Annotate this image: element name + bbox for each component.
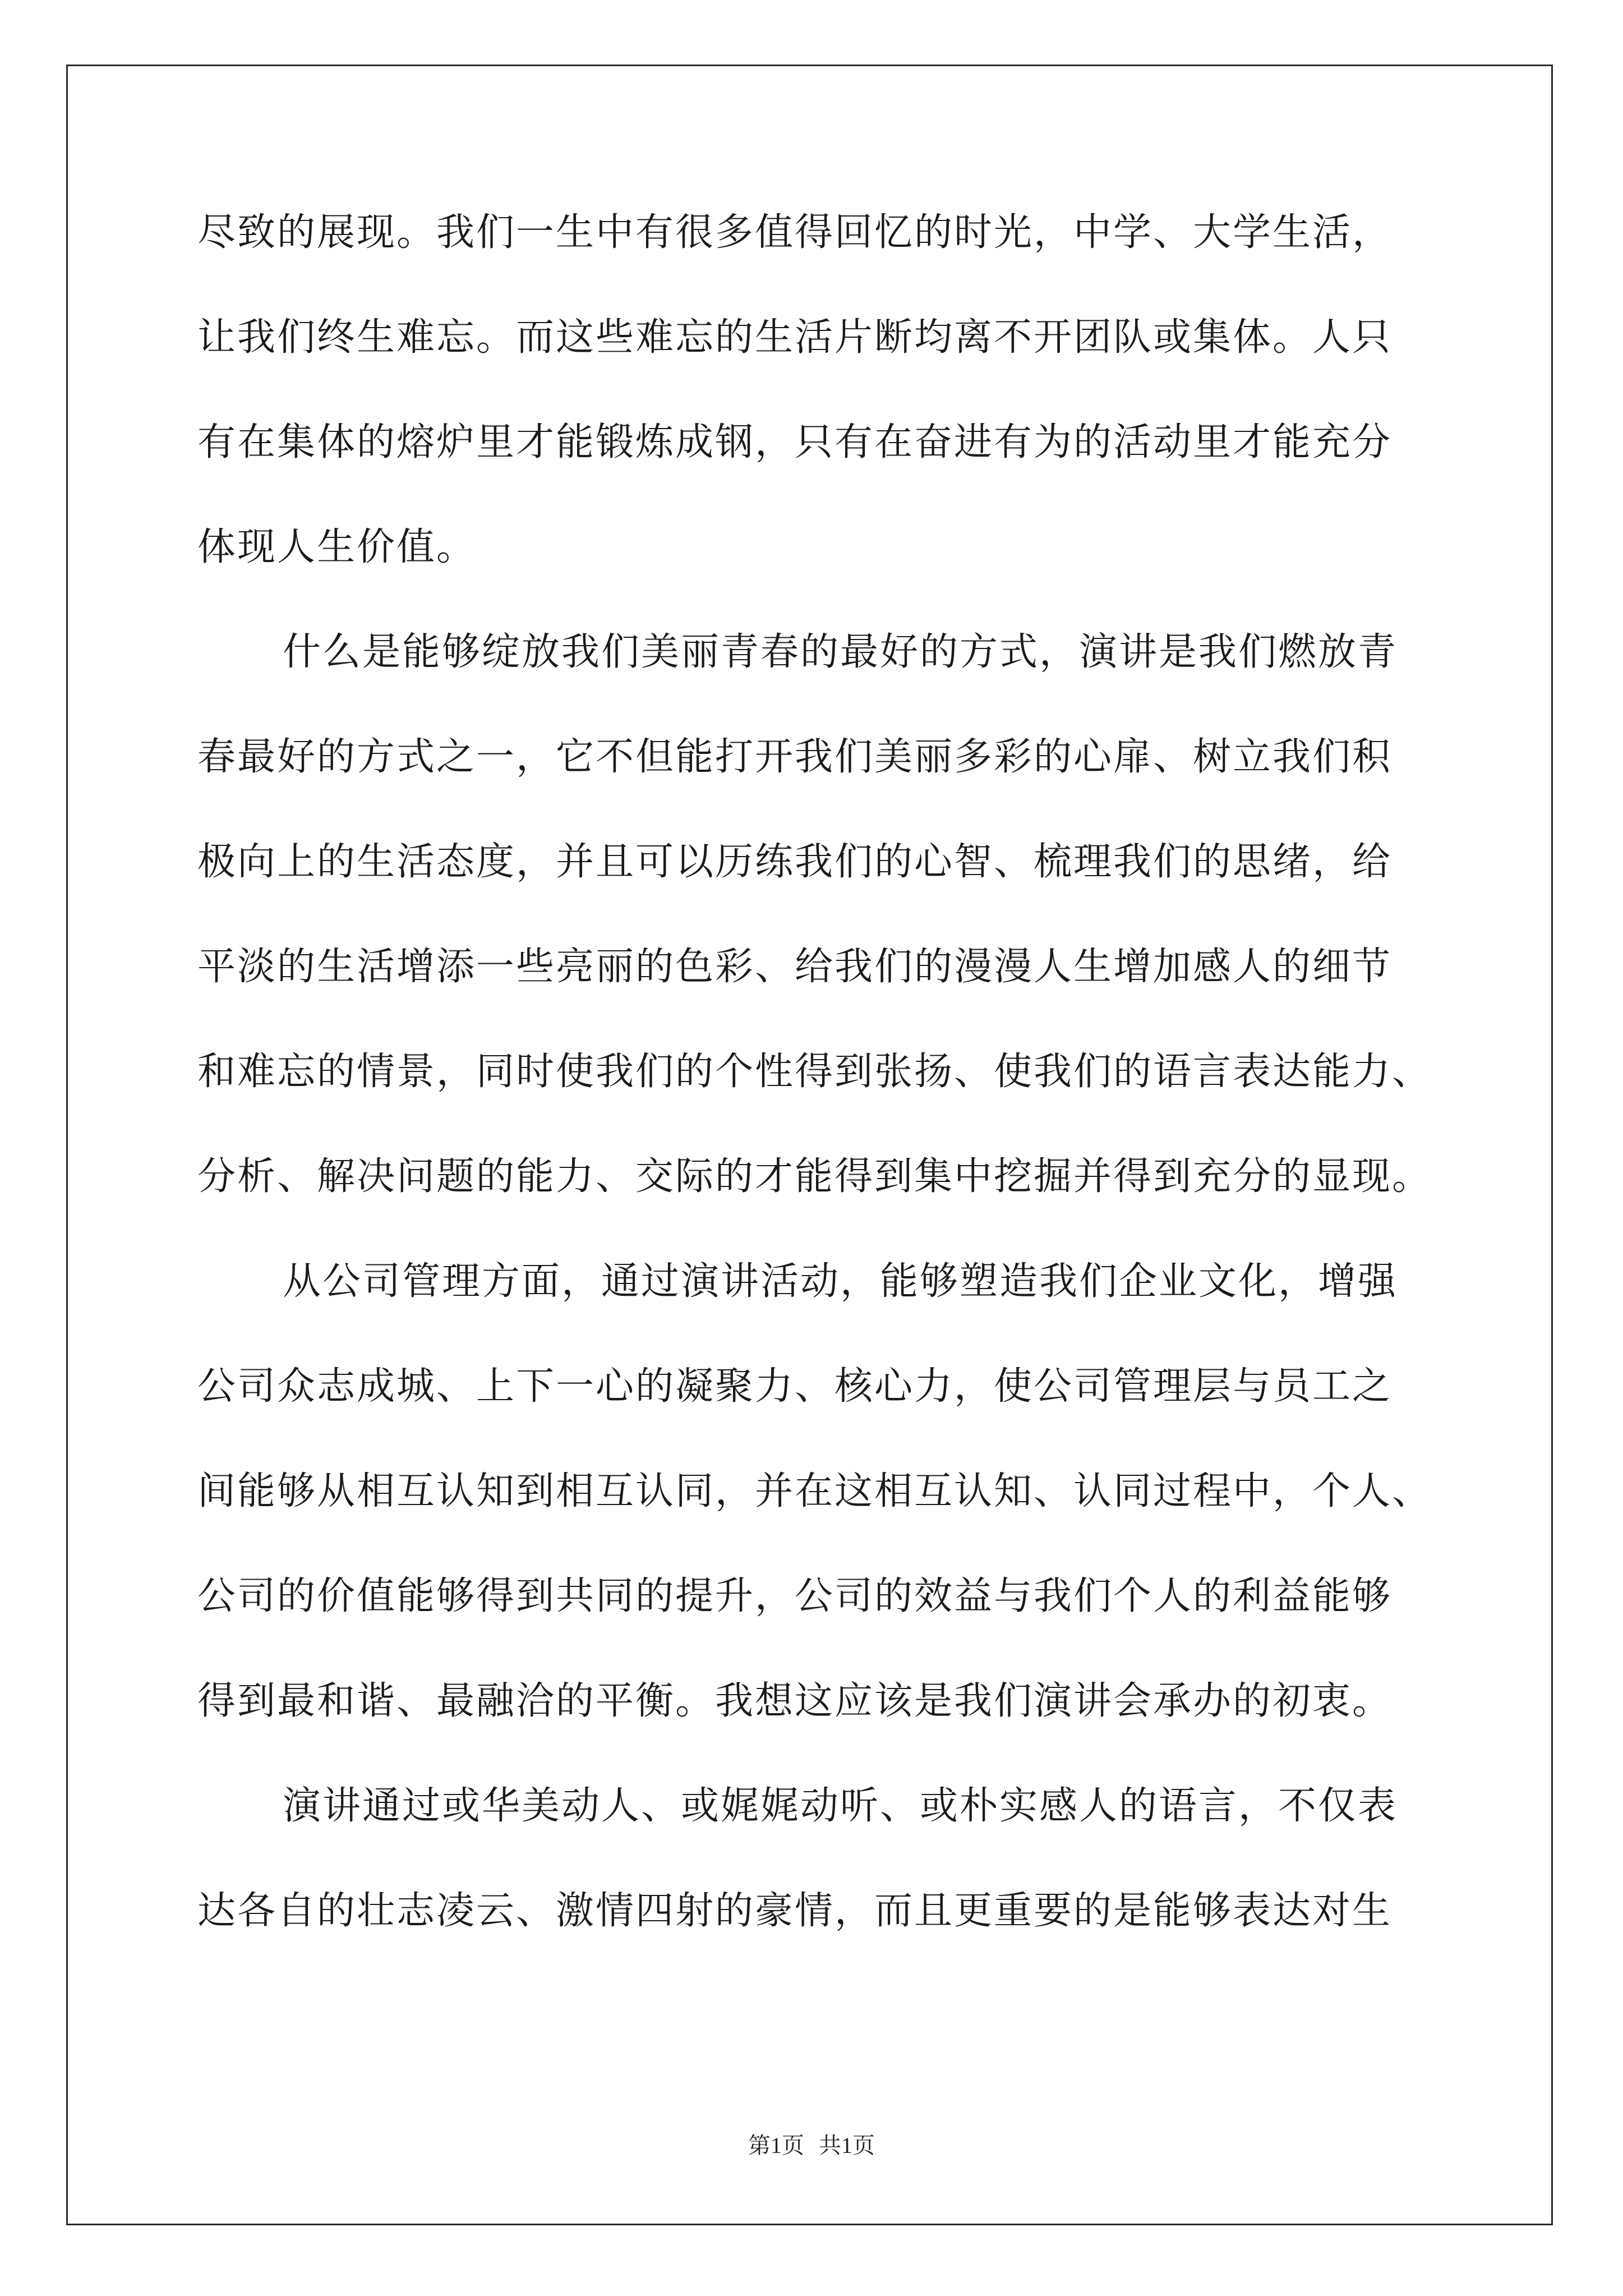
text-line: 从公司管理方面，通过演讲活动，能够塑造我们企业文化，增强	[283, 1259, 1398, 1304]
text-line: 分析、解决问题的能力、交际的才能得到集中挖掘并得到充分的显现。	[197, 1154, 1432, 1199]
page-total: 共1页	[819, 2133, 875, 2158]
text-line: 什么是能够绽放我们美丽青春的最好的方式，演讲是我们燃放青	[283, 630, 1398, 674]
text-line: 公司的价值能够得到共同的提升，公司的效益与我们个人的利益能够	[197, 1574, 1393, 1618]
text-line: 达各自的壮志凌云、激情四射的豪情，而且更重要的是能够表达对生	[197, 1889, 1393, 1933]
text-line: 公司众志成城、上下一心的凝聚力、核心力，使公司管理层与员工之	[197, 1364, 1393, 1409]
text-line: 尽致的展现。我们一生中有很多值得回忆的时光，中学、大学生活，	[197, 210, 1393, 255]
text-line: 得到最和谐、最融洽的平衡。我想这应该是我们演讲会承办的初衷。	[197, 1679, 1393, 1723]
text-line: 体现人生价值。	[197, 525, 477, 569]
text-line: 让我们终生难忘。而这些难忘的生活片断均离不开团队或集体。人只	[197, 315, 1393, 360]
text-line: 和难忘的情景，同时使我们的个性得到张扬、使我们的语言表达能力、	[197, 1050, 1432, 1094]
text-line: 平淡的生活增添一些亮丽的色彩、给我们的漫漫人生增加感人的细节	[197, 945, 1393, 989]
page-number: 第1页	[748, 2133, 804, 2158]
text-line: 间能够从相互认知到相互认同，并在这相互认知、认同过程中，个人、	[197, 1469, 1432, 1513]
text-line: 演讲通过或华美动人、或娓娓动听、或朴实感人的语言，不仅表	[283, 1784, 1398, 1828]
text-line: 极向上的生活态度，并且可以历练我们的心智、梳理我们的思绪，给	[197, 840, 1393, 884]
page-footer	[0, 2132, 1623, 2160]
text-line: 春最好的方式之一，它不但能打开我们美丽多彩的心扉、树立我们积	[197, 735, 1393, 779]
text-line: 有在集体的熔炉里才能锻炼成钢，只有在奋进有为的活动里才能充分	[197, 420, 1393, 464]
